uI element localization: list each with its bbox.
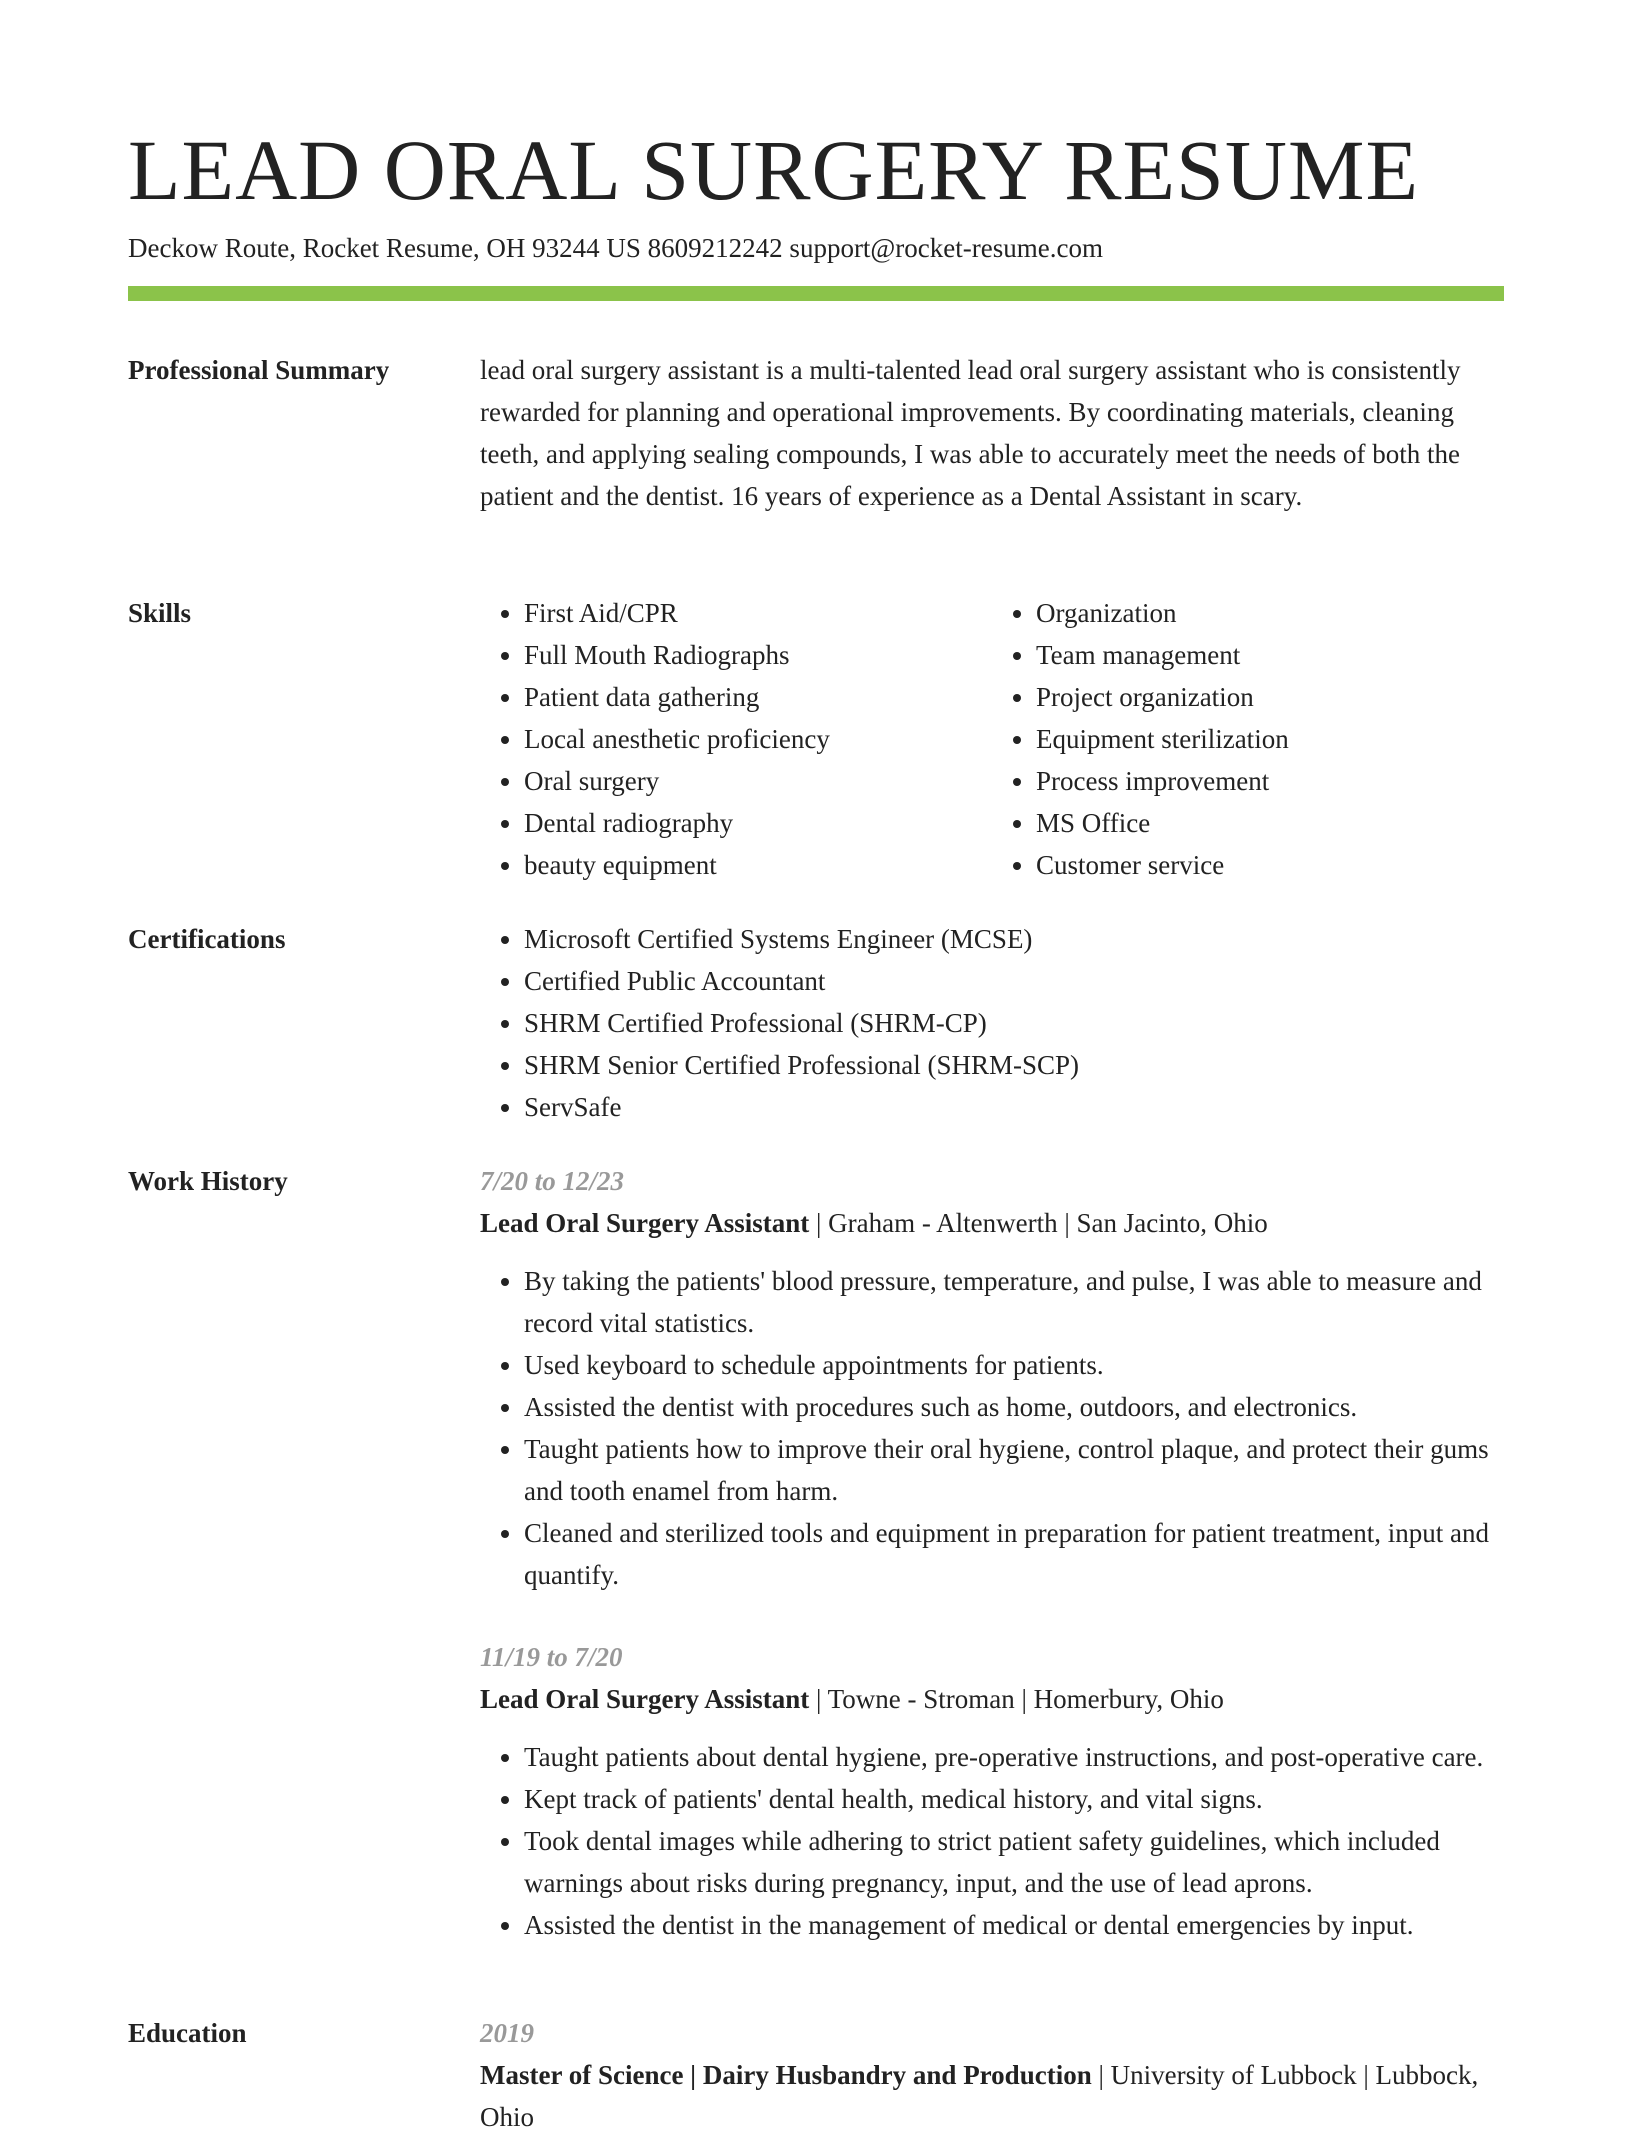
job-duty: • Taught patients about dental hygiene, pre-operative instructions, and post-operative care.	[524, 1736, 1504, 1778]
job-duty: • By taking the patients' blood pressure, temperature, and pulse, I was able to measure and record vital statistics.	[524, 1260, 1504, 1344]
skill-item: • Project organization	[1036, 676, 1504, 718]
job-duty: • Used keyboard to schedule appointments for patients.	[524, 1344, 1504, 1386]
job-dates: 7/20 to 12/23	[480, 1166, 625, 1196]
job-entry	[480, 1160, 1504, 1596]
skill-item: • First Aid/CPR	[524, 592, 992, 634]
skill-item: • Equipment sterilization	[1036, 718, 1504, 760]
job-entry	[480, 1636, 1504, 1946]
job-heading	[480, 1202, 1504, 1244]
job-duty: • Cleaned and sterilized tools and equipment in preparation for patient treatment, input and quantify.	[524, 1512, 1504, 1596]
summary-text: lead oral surgery assistant is a multi-talented lead oral surgery assistant who is consistently rewarded for planning and operational improvements. By coordinating materials, cleaning teeth, and applying sealing compounds, I was able to accurately meet the needs of both the patient and the dentist. 16 years of experience as a Dental Assistant in scary.	[480, 355, 1461, 511]
contact-info: Deckow Route, Rocket Resume, OH 93244 US 8609212242 support@rocket-resume.com	[128, 233, 1103, 263]
certifications-list	[480, 918, 1504, 1128]
skill-item: • Patient data gathering	[524, 676, 992, 718]
certification-item: • ServSafe	[524, 1086, 1504, 1128]
education-degree: Master of Science | Dairy Husbandry and Production	[480, 2060, 1092, 2090]
work-history-label: Work History	[128, 1166, 288, 1196]
job-duty: • Took dental images while adhering to strict patient safety guidelines, which included warnings about risks during pregnancy, input, and the use of lead aprons.	[524, 1820, 1504, 1904]
job-employer-location: | Graham - Altenwerth | San Jacinto, Ohio	[809, 1208, 1268, 1238]
job-employer-location: | Towne - Stroman | Homerbury, Ohio	[809, 1684, 1224, 1714]
job-duty: • Kept track of patients' dental health, medical history, and vital signs.	[524, 1778, 1504, 1820]
certifications-label: Certifications	[128, 924, 286, 954]
education-year: 2019	[480, 2018, 534, 2048]
education-school-location: | University of Lubbock | Lubbock, Ohio	[480, 2060, 1479, 2132]
job-duties-list	[480, 1260, 1504, 1596]
skill-item: • Team management	[1036, 634, 1504, 676]
job-duty: • Assisted the dentist with procedures such as home, outdoors, and electronics.	[524, 1386, 1504, 1428]
skill-item: • MS Office	[1036, 802, 1504, 844]
certification-item: • Certified Public Accountant	[524, 960, 1504, 1002]
skill-item: • Organization	[1036, 592, 1504, 634]
job-duties-list	[480, 1736, 1504, 1946]
education-heading	[480, 2054, 1504, 2138]
job-duty: • Assisted the dentist in the management of medical or dental emergencies by input.	[524, 1904, 1504, 1946]
certification-item: • SHRM Certified Professional (SHRM-CP)	[524, 1002, 1504, 1044]
skill-item: • Full Mouth Radiographs	[524, 634, 992, 676]
job-title: Lead Oral Surgery Assistant	[480, 1208, 810, 1238]
certification-item: • Microsoft Certified Systems Engineer (MCSE)	[524, 918, 1504, 960]
header-divider	[128, 286, 1504, 301]
certification-item: • SHRM Senior Certified Professional (SHRM-SCP)	[524, 1044, 1504, 1086]
skill-item: • Process improvement	[1036, 760, 1504, 802]
skills-list-right	[992, 592, 1504, 886]
job-dates: 11/19 to 7/20	[480, 1642, 623, 1672]
skill-item: • Dental radiography	[524, 802, 992, 844]
resume-title: LEAD ORAL SURGERY RESUME	[128, 122, 1419, 218]
skills-label: Skills	[128, 598, 192, 628]
skill-item: • beauty equipment	[524, 844, 992, 886]
job-duty: • Taught patients how to improve their oral hygiene, control plaque, and protect their gums and tooth enamel from harm.	[524, 1428, 1504, 1512]
summary-label: Professional Summary	[128, 355, 390, 385]
skills-list-left	[480, 592, 992, 886]
skill-item: • Oral surgery	[524, 760, 992, 802]
skill-item: • Local anesthetic proficiency	[524, 718, 992, 760]
job-heading	[480, 1678, 1504, 1720]
skill-item: • Customer service	[1036, 844, 1504, 886]
job-title: Lead Oral Surgery Assistant	[480, 1684, 810, 1714]
education-label: Education	[128, 2018, 247, 2048]
